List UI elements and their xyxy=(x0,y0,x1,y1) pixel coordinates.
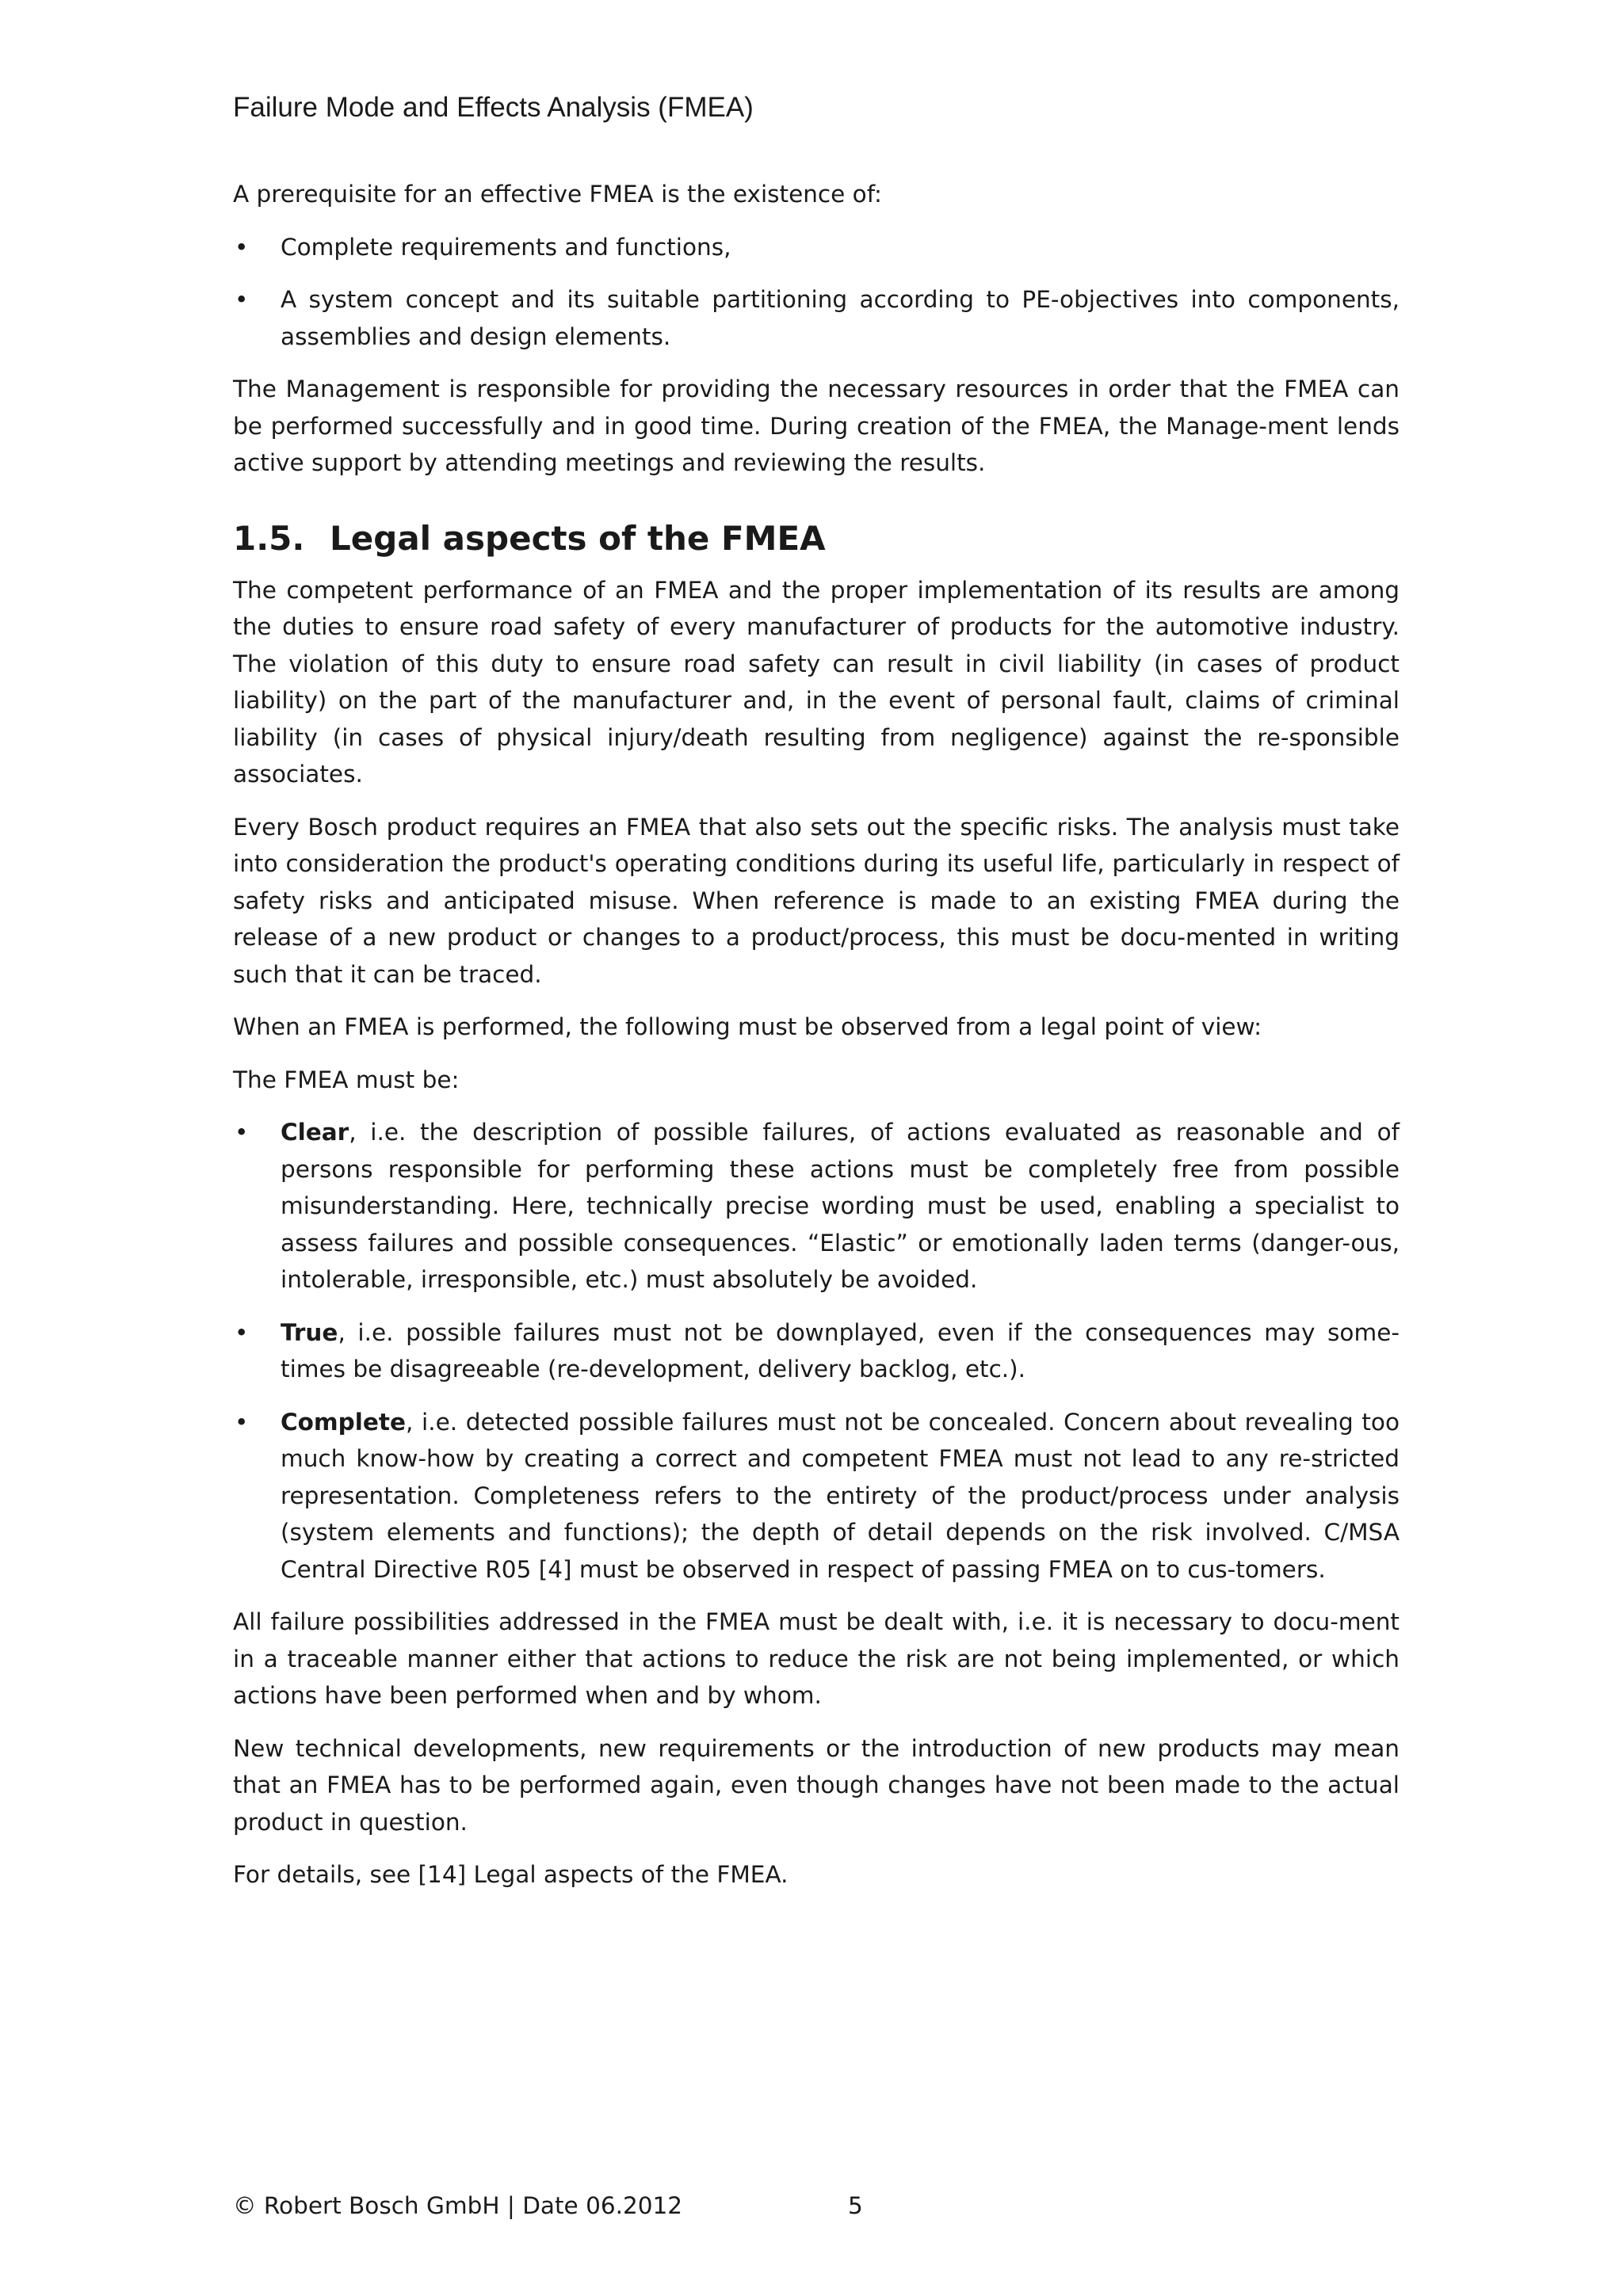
prerequisites-list xyxy=(233,229,1400,356)
list-item xyxy=(233,1114,1400,1299)
running-header: Failure Mode and Effects Analysis (FMEA) xyxy=(233,92,754,123)
closing-paragraph: New technical developments, new requirements or the introduction of new products may mean that an FMEA has to be performed again, even though changes have not been made to the actual product in question. xyxy=(233,1734,1400,1836)
list-item-text: Complete requirements and functions, xyxy=(281,233,731,261)
requirement-term: Clear xyxy=(281,1119,349,1146)
bullet-icon: • xyxy=(235,1119,249,1146)
list-item xyxy=(233,1314,1400,1388)
bullet-icon: • xyxy=(235,1408,249,1436)
requirement-text: , i.e. possible failures must not be downplayed, even if the consequences may some-times be disagreeable (re-development, delivery backlog, etc.). xyxy=(281,1318,1400,1383)
bullet-icon: • xyxy=(235,286,249,313)
list-item xyxy=(233,281,1400,355)
requirement-text: , i.e. the description of possible failures, of actions evaluated as reasonable and of persons responsible for performing these actions must be completely free from possible misunderstanding. Here, technically precise wording must be used, enabling a specialist to assess failures and possible consequences. “Elastic” or emotionally laden terms (danger-ous, intolerable, irresponsible, etc.) must absolutely be avoided. xyxy=(281,1119,1400,1293)
closing-paragraph: For details, see [14] Legal aspects of the FMEA. xyxy=(233,1861,789,1888)
body-paragraph: When an FMEA is performed, the following must be observed from a legal point of view: xyxy=(233,1013,1262,1040)
page-number: 5 xyxy=(848,2192,863,2219)
bullet-icon: • xyxy=(235,233,249,261)
requirement-text: , i.e. detected possible failures must not be concealed. Concern about revealing too much know-how by creating a correct and competent FMEA must not lead to any re-stricted representation. Completeness refers to the entirety of the product/process under analysis (system elements and functions); the depth of detail depends on the risk involved. C/MSA Central Directive R05 [4] must be observed in respect of passing FMEA on to cus-tomers. xyxy=(281,1408,1400,1583)
bullet-icon: • xyxy=(235,1318,249,1346)
page-content xyxy=(233,176,1400,1909)
closing-paragraph: All failure possibilities addressed in the FMEA must be dealt with, i.e. it is necessary to docu-ment in a traceable manner either that actions to reduce the risk are not being implemented, or which actions have been performed when and by whom. xyxy=(233,1608,1400,1709)
requirements-list xyxy=(233,1114,1400,1588)
requirement-term: True xyxy=(281,1318,338,1346)
body-paragraph: The competent performance of an FMEA and the proper implementation of its results are among the duties to ensure road safety of every manufacturer of products for the automotive industry. The violation of this duty to ensure road safety can result in civil liability (in cases of product liability) on the part of the manufacturer and, in the event of personal fault, claims of criminal liability (in cases of physical injury/death resulting from negligence) against the re-sponsible associates. xyxy=(233,576,1400,788)
management-paragraph: The Management is responsible for providing the necessary resources in order that the FMEA can be performed successfully and in good time. During creation of the FMEA, the Manage-ment lends active support by attending meetings and reviewing the results. xyxy=(233,376,1400,476)
footer-copyright: © Robert Bosch GmbH | Date 06.2012 xyxy=(233,2192,683,2219)
list-item xyxy=(233,1404,1400,1589)
section-heading xyxy=(233,517,1400,561)
intro-paragraph: A prerequisite for an effective FMEA is the existence of: xyxy=(233,181,882,208)
list-item-text: A system concept and its suitable partitioning according to PE-objectives into components, assemblies and design elements. xyxy=(281,286,1400,350)
list-item xyxy=(233,229,1400,266)
body-paragraph: The FMEA must be: xyxy=(233,1066,460,1093)
section-title: Legal aspects of the FMEA xyxy=(330,518,826,558)
requirement-term: Complete xyxy=(281,1408,407,1436)
body-paragraph: Every Bosch product requires an FMEA that also sets out the specific risks. The analysis must take into consideration the product's operating conditions during its useful life, particularly in respect of safety risks and anticipated misuse. When reference is made to an existing FMEA during the release of a new product or changes to a product/process, this must be docu-mented in writing such that it can be traced. xyxy=(233,813,1400,988)
section-number: 1.5. xyxy=(233,518,305,558)
